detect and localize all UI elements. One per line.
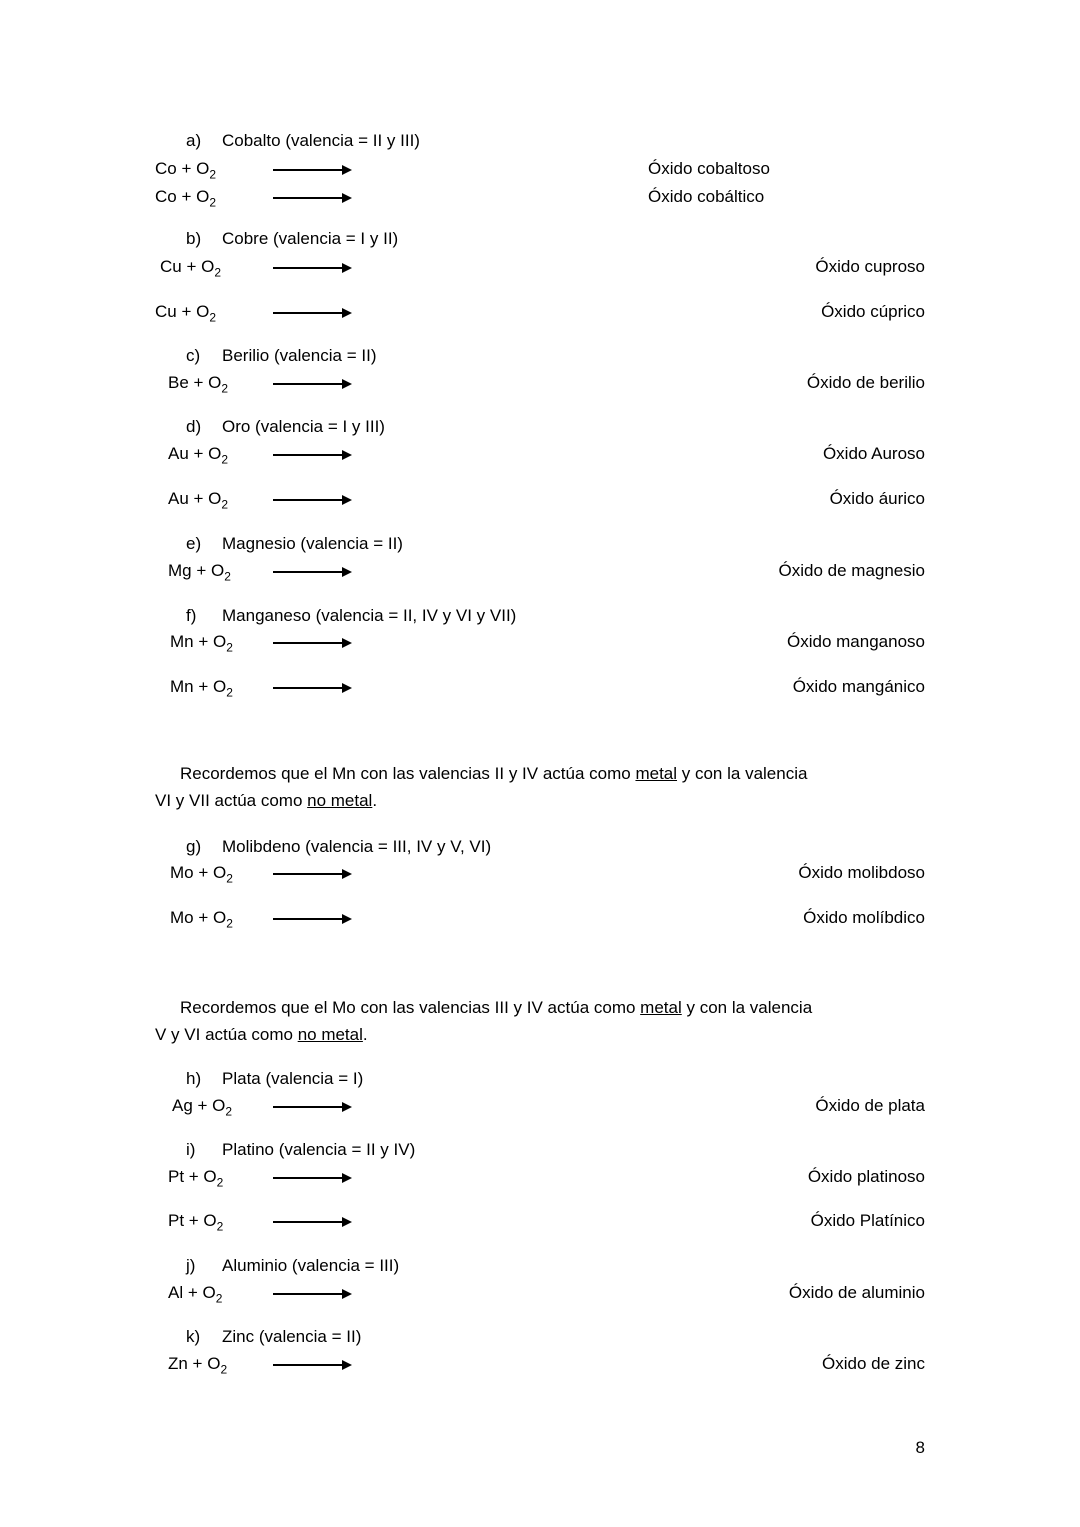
note-text: Recordemos que el Mn con las valencias II y IV actúa como bbox=[180, 764, 636, 783]
product-name: Óxido mangánico bbox=[792, 677, 925, 696]
formula-base: Cu + O bbox=[155, 302, 210, 321]
formula-base: Be + O bbox=[168, 373, 222, 392]
product-name: Óxido cobáltico bbox=[648, 187, 765, 206]
note-line bbox=[155, 760, 927, 787]
reactant-formula bbox=[170, 863, 233, 885]
reactant-formula bbox=[168, 1211, 223, 1233]
reactant-formula bbox=[155, 302, 216, 324]
formula-base: Mo + O bbox=[170, 863, 227, 882]
note-underlined-text: metal bbox=[640, 998, 682, 1017]
formula-subscript: 2 bbox=[225, 1104, 233, 1119]
product-name: Óxido molibdoso bbox=[798, 863, 925, 882]
section-heading-c bbox=[155, 346, 376, 366]
product-name: Óxido Auroso bbox=[822, 444, 925, 463]
product-name: Óxido Platínico bbox=[810, 1211, 925, 1230]
reaction-arrow-icon bbox=[273, 642, 343, 644]
reaction-arrow-icon bbox=[273, 454, 343, 456]
formula-subscript: 2 bbox=[221, 497, 229, 512]
formula-subscript: 2 bbox=[226, 685, 233, 700]
formula-base: Al + O bbox=[168, 1283, 216, 1302]
formula-base: Pt + O bbox=[168, 1211, 217, 1230]
product-name: Óxido platinoso bbox=[807, 1167, 925, 1186]
reaction-arrow-icon bbox=[273, 918, 343, 920]
section-letter: b) bbox=[186, 229, 202, 248]
formula-base: Mn + O bbox=[170, 677, 227, 696]
reaction-row bbox=[155, 677, 925, 699]
formula-subscript: 2 bbox=[226, 871, 233, 886]
section-title: Magnesio (valencia = II) bbox=[222, 534, 403, 553]
section-title: Cobalto (valencia = II y III) bbox=[222, 131, 420, 150]
section-title: Plata (valencia = I) bbox=[222, 1069, 364, 1088]
reactant-formula bbox=[155, 187, 216, 209]
note-text: V y VI actúa como bbox=[155, 1025, 298, 1044]
section-heading-k bbox=[155, 1327, 361, 1347]
reactant-formula bbox=[168, 1167, 223, 1189]
formula-base: Au + O bbox=[168, 489, 222, 508]
reaction-arrow-icon bbox=[273, 1293, 343, 1295]
formula-subscript: 2 bbox=[216, 1175, 224, 1190]
reaction-arrow-icon bbox=[273, 499, 343, 501]
reaction-row bbox=[155, 302, 925, 324]
reaction-arrow-icon bbox=[273, 267, 343, 269]
reactant-formula bbox=[170, 908, 233, 930]
formula-subscript: 2 bbox=[214, 265, 222, 280]
section-letter: k) bbox=[186, 1327, 201, 1346]
section-letter: c) bbox=[186, 346, 201, 365]
reaction-arrow-icon bbox=[273, 571, 343, 573]
reaction-arrow-icon bbox=[273, 312, 343, 314]
formula-base: Co + O bbox=[155, 159, 210, 178]
reaction-arrow-icon bbox=[273, 873, 343, 875]
reaction-row bbox=[155, 1283, 925, 1305]
reaction-row bbox=[155, 632, 925, 654]
reaction-arrow-icon bbox=[273, 383, 343, 385]
reactant-formula bbox=[168, 444, 228, 466]
section-heading-a bbox=[155, 131, 420, 151]
formula-base: Ag + O bbox=[172, 1096, 226, 1115]
section-title: Molibdeno (valencia = III, IV y V, VI) bbox=[222, 837, 492, 856]
reaction-row bbox=[155, 159, 925, 181]
reaction-row bbox=[155, 489, 925, 511]
section-letter: g) bbox=[186, 837, 202, 856]
note-underlined-text: metal bbox=[635, 764, 678, 783]
section-heading-e bbox=[155, 534, 403, 554]
reaction-arrow-icon bbox=[273, 169, 343, 171]
formula-subscript: 2 bbox=[215, 1291, 223, 1306]
formula-base: Mg + O bbox=[168, 561, 225, 580]
product-name: Óxido manganoso bbox=[787, 632, 925, 651]
formula-subscript: 2 bbox=[209, 167, 217, 182]
formula-subscript: 2 bbox=[226, 916, 233, 931]
formula-base: Mo + O bbox=[170, 908, 227, 927]
section-letter: i) bbox=[186, 1140, 196, 1159]
section-heading-j bbox=[155, 1256, 399, 1276]
reaction-row bbox=[155, 561, 925, 583]
section-letter: h) bbox=[186, 1069, 202, 1088]
reaction-arrow-icon bbox=[273, 1364, 343, 1366]
formula-subscript: 2 bbox=[216, 1219, 224, 1234]
note-underlined-text: no metal bbox=[297, 1025, 363, 1044]
section-title: Cobre (valencia = I y II) bbox=[222, 229, 399, 248]
formula-base: Zn + O bbox=[168, 1354, 221, 1373]
reactant-formula bbox=[160, 257, 221, 279]
reactant-formula bbox=[168, 1354, 227, 1376]
formula-subscript: 2 bbox=[226, 640, 233, 655]
formula-base: Co + O bbox=[155, 187, 210, 206]
product-name: Óxido molíbdico bbox=[803, 908, 925, 927]
product-name: Óxido de zinc bbox=[822, 1354, 925, 1373]
section-heading-i bbox=[155, 1140, 415, 1160]
section-letter: a) bbox=[186, 131, 202, 150]
note-text: y con la valencia bbox=[681, 998, 813, 1017]
reactant-formula bbox=[155, 159, 216, 181]
product-name: Óxido de plata bbox=[815, 1096, 925, 1115]
formula-subscript: 2 bbox=[224, 569, 231, 584]
reaction-arrow-icon bbox=[273, 1177, 343, 1179]
product-name: Óxido cobaltoso bbox=[648, 159, 770, 178]
formula-subscript: 2 bbox=[220, 1362, 228, 1377]
note-line bbox=[155, 994, 927, 1021]
reactant-formula bbox=[168, 373, 228, 395]
formula-subscript: 2 bbox=[209, 195, 217, 210]
formula-base: Au + O bbox=[168, 444, 222, 463]
reaction-row bbox=[155, 1354, 925, 1376]
reactant-formula bbox=[168, 489, 228, 511]
page-number: 8 bbox=[915, 1438, 925, 1457]
reaction-arrow-icon bbox=[273, 197, 343, 199]
note-line bbox=[155, 1021, 927, 1048]
section-title: Oro (valencia = I y III) bbox=[222, 417, 385, 436]
note-mn bbox=[155, 760, 927, 814]
reaction-arrow-icon bbox=[273, 687, 343, 689]
note-text: VI y VII actúa como bbox=[155, 791, 308, 810]
note-text: y con la valencia bbox=[677, 764, 808, 783]
formula-base: Mn + O bbox=[170, 632, 227, 651]
section-letter: f) bbox=[186, 606, 197, 625]
section-letter: j) bbox=[186, 1256, 196, 1275]
reaction-row bbox=[155, 863, 925, 885]
product-name: Óxido de aluminio bbox=[788, 1283, 925, 1302]
product-name: Óxido de magnesio bbox=[778, 561, 925, 580]
section-title: Aluminio (valencia = III) bbox=[222, 1256, 400, 1275]
product-name: Óxido de berilio bbox=[806, 373, 925, 392]
section-letter: e) bbox=[186, 534, 202, 553]
section-title: Manganeso (valencia = II, IV y VI y VII) bbox=[222, 606, 517, 625]
note-underlined-text: no metal bbox=[307, 791, 373, 810]
section-title: Berilio (valencia = II) bbox=[222, 346, 377, 365]
section-heading-f bbox=[155, 606, 516, 626]
section-letter: d) bbox=[186, 417, 202, 436]
note-mo bbox=[155, 994, 927, 1048]
formula-subscript: 2 bbox=[209, 310, 217, 325]
section-heading-d bbox=[155, 417, 385, 437]
reactant-formula bbox=[170, 632, 233, 654]
reaction-row bbox=[155, 187, 925, 209]
section-title: Zinc (valencia = II) bbox=[222, 1327, 362, 1346]
reaction-row bbox=[155, 373, 925, 395]
section-heading-b bbox=[155, 229, 398, 249]
reaction-row bbox=[155, 1211, 925, 1233]
formula-subscript: 2 bbox=[221, 381, 229, 396]
reaction-row bbox=[155, 1096, 925, 1118]
reactant-formula bbox=[172, 1096, 232, 1118]
product-name: Óxido áurico bbox=[829, 489, 925, 508]
reactant-formula bbox=[168, 561, 231, 583]
reaction-row bbox=[155, 257, 925, 279]
product-name: Óxido cúprico bbox=[821, 302, 925, 321]
section-heading-h bbox=[155, 1069, 363, 1089]
formula-subscript: 2 bbox=[221, 452, 229, 467]
section-heading-g bbox=[155, 837, 491, 857]
reactant-formula bbox=[168, 1283, 222, 1305]
note-line bbox=[155, 787, 927, 814]
reactant-formula bbox=[170, 677, 233, 699]
section-title: Platino (valencia = II y IV) bbox=[222, 1140, 416, 1159]
formula-base: Pt + O bbox=[168, 1167, 217, 1186]
reaction-row bbox=[155, 444, 925, 466]
reaction-row bbox=[155, 1167, 925, 1189]
formula-base: Cu + O bbox=[160, 257, 215, 276]
product-name: Óxido cuproso bbox=[815, 257, 925, 276]
note-text: . bbox=[362, 1025, 368, 1044]
note-text: Recordemos que el Mo con las valencias III y IV actúa como bbox=[180, 998, 641, 1017]
reaction-row bbox=[155, 908, 925, 930]
reaction-arrow-icon bbox=[273, 1221, 343, 1223]
note-text: . bbox=[372, 791, 378, 810]
reaction-arrow-icon bbox=[273, 1106, 343, 1108]
